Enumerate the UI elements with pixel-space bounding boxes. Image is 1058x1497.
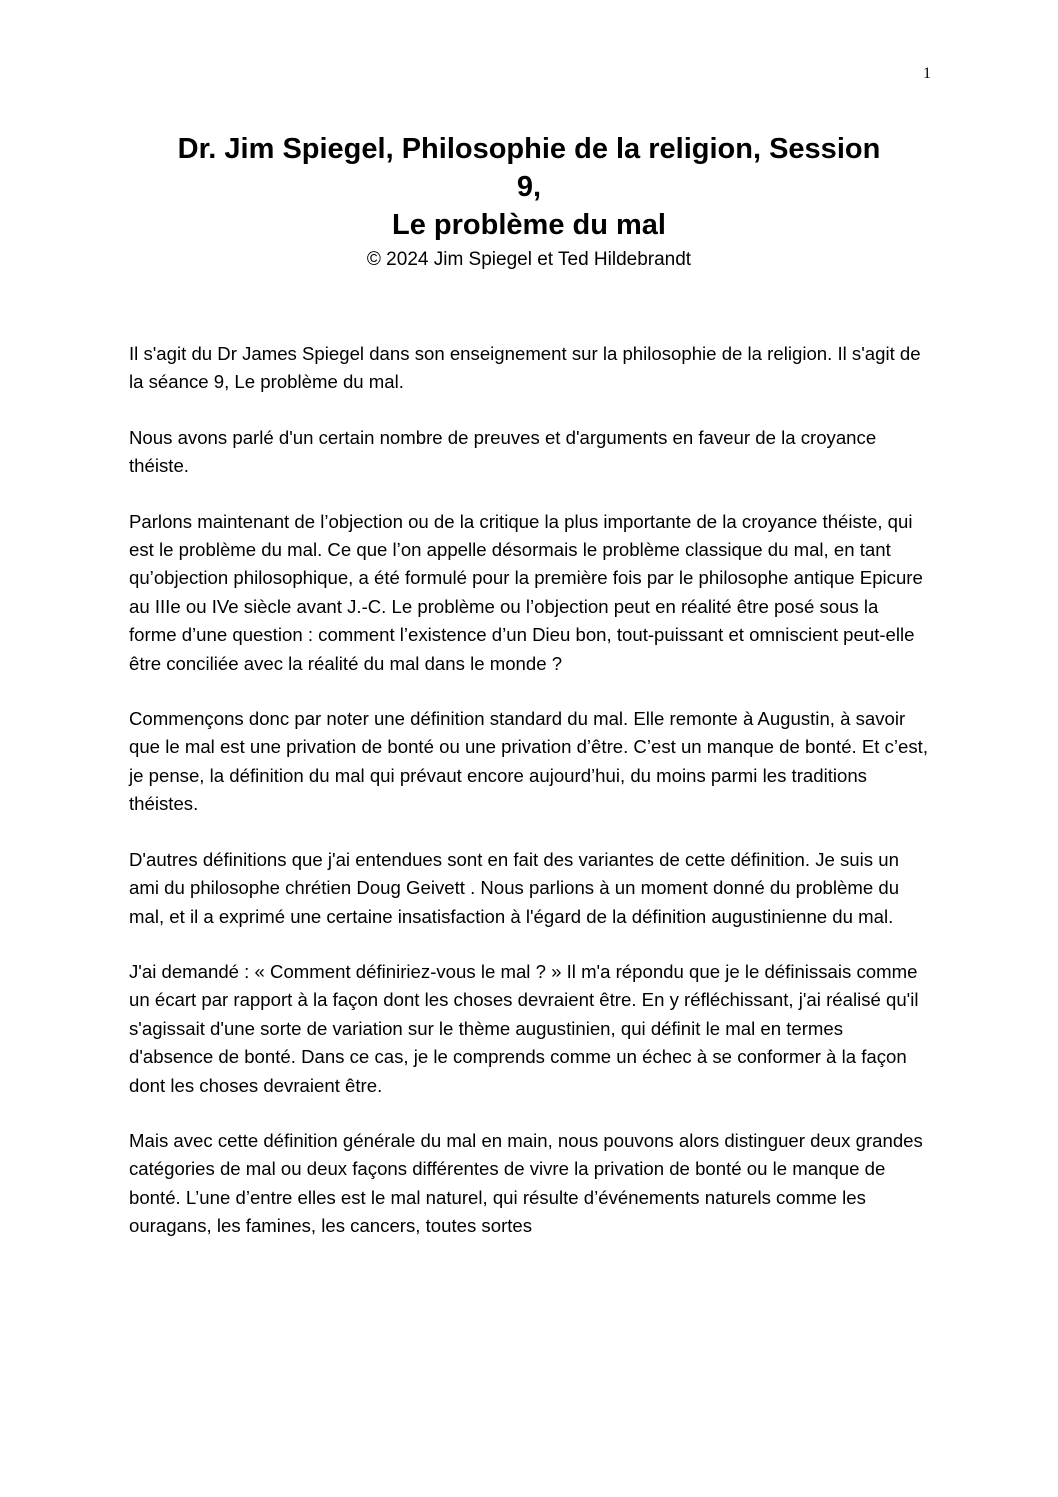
paragraph-2: Nous avons parlé d'un certain nombre de preuves et d'arguments en faveur de la croyance théiste. — [129, 426, 877, 477]
paragraph-1: Il s'agit du Dr James Spiegel dans son enseignement sur la philosophie de la religion. Il s'agit de la séance 9, Le problème du mal. — [129, 343, 921, 393]
paragraph-5: D'autres définitions que j'ai entendues sont en fait des variantes de cette définition. Je suis un ami du philosophe chrétien Doug Geivett . Nous parlions à un moment donné du problème du mal, et il a exprimé une certaine insatisfaction à l'égard de la définition augustinienne du mal. — [129, 848, 900, 927]
body-text — [129, 340, 929, 1268]
copyright-notice: © 2024 Jim Spiegel et Ted Hildebrandt — [366, 249, 692, 270]
paragraph-4: Commençons donc par noter une définition standard du mal. Elle remonte à Augustin, à savoir que le mal est une privation de bonté ou une privation d’être. C’est un manque de bonté. Et c’est, je pense, la définition du mal qui prévaut encore aujourd’hui, du moins parmi les traditions théistes. — [129, 708, 929, 815]
paragraph-7: Mais avec cette définition générale du mal en main, nous pouvons alors distinguer deux grandes catégories de mal ou deux façons différentes de vivre la privation de bonté ou le manque de bonté. L’une d’entre elles est le mal naturel, qui résulte d’événements naturels comme les ouragans, les famines, les cancers, toutes sortes — [129, 1129, 923, 1237]
document-title-line-2: 9, — [516, 171, 542, 203]
document-title-line-1: Dr. Jim Spiegel, Philosophie de la religion, Session — [177, 133, 881, 165]
title-block — [129, 130, 929, 274]
document-subtitle: Le problème du mal — [392, 209, 666, 241]
paragraph-3: Parlons maintenant de l’objection ou de la critique la plus importante de la croyance théiste, qui est le problème du mal. Ce que l’on appelle désormais le problème classique du mal, en tant qu’objection philosophique, a été formulé pour la première fois par le philosophe antique Epicure au IIIe ou IVe siècle avant J.-C. Le problème ou l’objection peut en réalité être posé sous la forme d’une question : comment l’existence d’un Dieu bon, tout-puissant et omniscient peut-elle être conciliée avec la réalité du mal dans le monde ? — [129, 510, 923, 674]
page-number: 1 — [923, 65, 931, 82]
paragraph-6: J'ai demandé : « Comment définiriez-vous le mal ? » Il m'a répondu que je le définissais comme un écart par rapport à la façon dont les choses devraient être. En y réfléchissant, j'ai réalisé qu'il s'agissait d'une sorte de variation sur le thème augustinien, qui définit le mal en termes d'absence de bonté. Dans ce cas, je le comprends comme un échec à se conformer à la façon dont les choses devraient être. — [129, 960, 919, 1096]
